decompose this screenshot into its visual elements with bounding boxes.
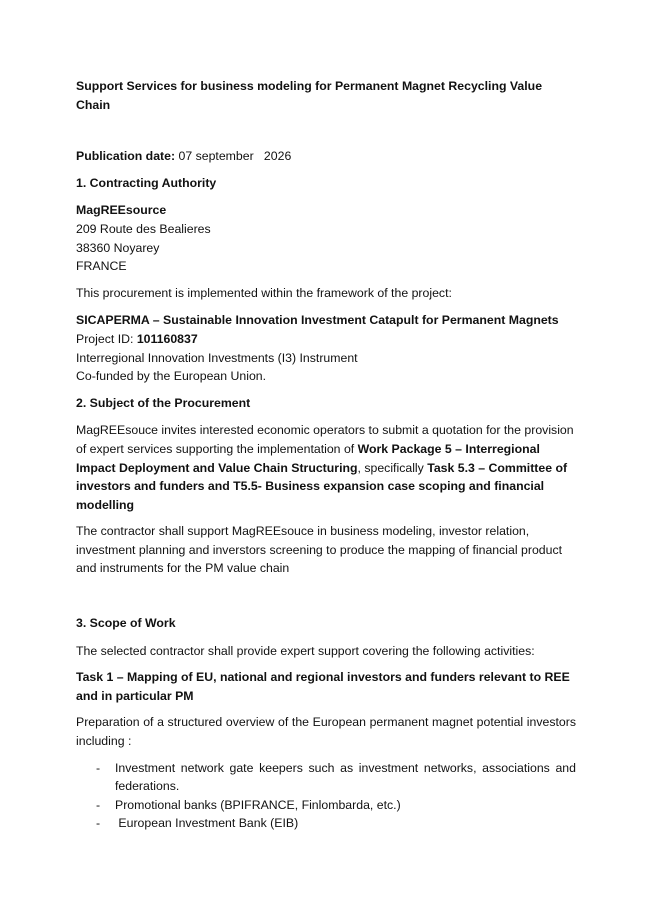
project-id-value: 101160837 (136, 331, 198, 346)
subject-text-part-2: , specifically (357, 460, 428, 475)
authority-country: FRANCE (76, 259, 127, 274)
authority-address-line-1: 209 Route des Bealieres (76, 221, 211, 236)
list-item (76, 796, 576, 815)
project-block (76, 311, 576, 385)
work-package-reference: Work Package 5 – Interregional Impact Deployment and Value Chain Structuring (76, 441, 540, 475)
list-item-text: European Investment Bank (EIB) (115, 816, 299, 831)
subject-text-part-1: MagREEsouce invites interested economic operators to submit a quotation for the provision of expert services supporting the implementation of (76, 423, 574, 456)
section-3-heading: 3. Scope of Work (76, 616, 176, 631)
project-instrument: Interregional Innovation Investments (I3) Instrument (76, 350, 358, 365)
list-item (76, 814, 576, 833)
publication-date-value: 07 september 2026 (175, 149, 292, 164)
bullet-marker: - (96, 760, 101, 775)
authority-name: MagREEsource (76, 203, 167, 218)
list-item-text: Investment network gate keepers such as investment networks, associations and federations. (115, 760, 576, 794)
subject-paragraph-1 (76, 421, 576, 514)
list-item-text: Promotional banks (BPIFRANCE, Finlombarda, etc.) (115, 797, 401, 812)
scope-intro: The selected contractor shall provide expert support covering the following activities: (76, 643, 535, 658)
list-item (76, 759, 576, 796)
publication-date-label: Publication date: (76, 149, 176, 164)
task-1-text: Preparation of a structured overview of the European permanent magnet potential investors including : (76, 715, 576, 749)
task-reference: Task 5.3 – Committee of investors and funders and T5.5- Business expansion case scoping and financial modelling (76, 460, 568, 512)
project-id-label: Project ID: (76, 331, 137, 346)
investor-list (76, 759, 576, 833)
authority-address-line-2: 38360 Noyarey (76, 240, 160, 255)
document-page (76, 76, 576, 833)
project-id-line (76, 330, 576, 349)
authority-block (76, 201, 576, 275)
section-1-heading: 1. Contracting Authority (76, 175, 217, 190)
subject-paragraph-2: The contractor shall support MagREEsouce in business modeling, investor relation, investment planning and inverstors screening to produce the mapping of financial product and instruments for the PM value chain (76, 524, 563, 576)
document-title: Support Services for business modeling for Permanent Magnet Recycling Value Chain (76, 79, 543, 112)
task-1-heading: Task 1 – Mapping of EU, national and regional investors and funders relevant to REE and in particular PM (76, 670, 570, 703)
bullet-marker: - (96, 797, 101, 812)
publication-date-line (76, 147, 576, 166)
section-2-heading: 2. Subject of the Procurement (76, 395, 251, 410)
bullet-marker: - (96, 816, 101, 831)
project-funding: Co-funded by the European Union. (76, 369, 267, 384)
framework-text: This procurement is implemented within the framework of the project: (76, 285, 452, 300)
project-name: SICAPERMA – Sustainable Innovation Investment Catapult for Permanent Magnets (76, 313, 559, 328)
